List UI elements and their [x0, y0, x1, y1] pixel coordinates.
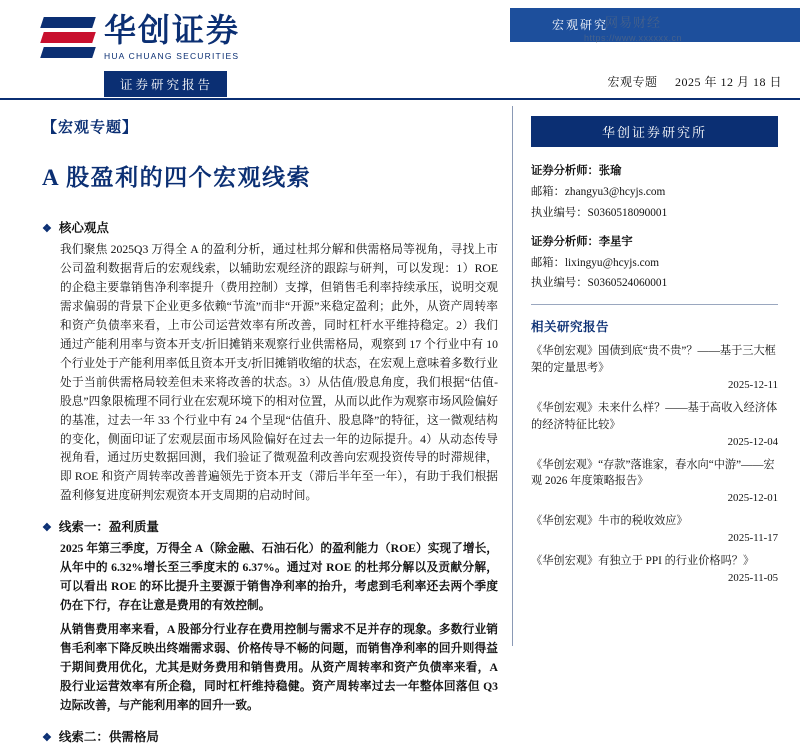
header-right	[340, 0, 800, 98]
diamond-bullet-icon: ❖	[42, 223, 52, 235]
page-header	[0, 0, 800, 100]
analyst-license-label: 执业编号：	[531, 206, 588, 219]
analyst-license: S0360524060001	[587, 277, 668, 290]
core-view-heading	[42, 218, 498, 236]
brand-name-cn: 华创证券	[104, 12, 241, 48]
watermark-sub: https://www.xxxxxx.cn	[583, 32, 682, 43]
research-band	[510, 8, 800, 42]
related-report-text: 《华创宏观》有独立于 PPI 的行业价格吗？》	[531, 554, 755, 567]
clue2-label: 线索二：供需格局	[58, 729, 159, 744]
related-report-date: 2025-11-17	[728, 531, 778, 544]
institute-banner: 华创证券研究所	[531, 116, 778, 147]
huachuang-logo-icon	[42, 15, 94, 61]
diamond-bullet-icon: ❖	[42, 731, 52, 744]
related-report-text: 《华创宏观》“存款”落谁家，春水向“中游”——宏观 2026 年度策略报告》	[531, 458, 775, 488]
report-kicker: 【宏观专题】	[42, 120, 139, 136]
core-view-paragraph: 我们聚焦 2025Q3 万得全 A 的盈利分析，通过杜邦分解和供需格局等视角，寻找上市公司盈利数据背后的宏观线索，以辅助宏观经济的跟踪与研判，可以发现：1）ROE 的企稳主要靠销售净利率提升（费用控制）支撑，但销售毛利率持续承压，说明交观需求偏弱的背景下企业更多依赖“节流”而非“开源”来稳定盈利；此外，从资产周转率和资产负债率来看，上市公司运营效率有所改善，同时杠杆水平维持稳定。2）我们通过产能利用率与资本开支/折旧摊销来观察行业供需格局，观察到 17 个行业中有 10 个行业处于产能利用率低且资本开支/折旧摊销收缩的状态，在宏观上意味着多数行业处于当前供需格局较差但未来将改善的状态。3）从估值/股息角度，我们根据“估值-股息”四象限梳理不同行业在宏观环境下的相对位置，从而以此作为观察市场风险偏好的基准，过去一年 33 个行业中有 24 个呈现“估值升、股息降”的特征，这一微观结构的变化，侧面印证了宏观层面市场风险偏好在过去一年的边际提升。4）从动态传导视角看，通过历史数据回测，我们验证了微观盈利改善向宏观投资传导的时滞规律，即 ROE 和资产周转率改善普遍领先于资本开支（滞后半年至一年），有助于我们根据盈利修复进度研判宏观资本开支周期的启动时间。	[60, 243, 498, 503]
analyst-block-2	[531, 232, 778, 295]
clue1-paragraph-1: 2025 年第三季度，万得全 A（除金融、石油石化）的盈利能力（ROE）实现了增长，从年中的 6.32%增长至三季度末的 6.37%。通过对 ROE 的杜邦分解以及贡献分解，可以看出 ROE 的环比提升主要源于销售净利率的抬升，考虑到毛利率还去两个季度仍在下行，存在让意是费用的有效控制。	[60, 542, 498, 613]
page-title: A 股盈利的四个宏观线索	[42, 165, 312, 190]
report-type-tag: 证券研究报告	[104, 71, 227, 97]
header-category: 宏观专题	[607, 75, 658, 89]
header-date: 2025 年 12 月 18 日	[674, 75, 782, 89]
header-date-line	[607, 73, 782, 90]
analyst-block-1	[531, 161, 778, 224]
related-report-text: 《华创宏观》国债到底“贵不贵”？——基于三大框架的定量思考》	[531, 345, 776, 375]
related-report-date: 2025-12-01	[727, 492, 778, 505]
diamond-bullet-icon: ❖	[42, 522, 52, 535]
analyst-email[interactable]: zhangyu3@hcyjs.com	[564, 185, 666, 198]
related-reports-title: 相关研究报告	[531, 320, 610, 335]
brand-name-en: HUA CHUANG SECURITIES	[104, 51, 240, 61]
related-report-item[interactable]	[531, 513, 778, 544]
core-view-label: 核心观点	[58, 221, 109, 235]
related-report-item[interactable]	[531, 457, 778, 505]
watermark-main: 网易财经	[604, 15, 661, 30]
related-report-date: 2025-12-11	[728, 378, 778, 391]
left-column	[0, 100, 512, 744]
analyst-email-label: 邮箱：	[531, 256, 565, 269]
clue2-heading	[42, 727, 498, 745]
analyst-name: 张瑜	[598, 165, 622, 177]
related-report-text: 《华创宏观》未来什么样？——基于高收入经济体的经济特征比较》	[531, 401, 778, 431]
related-report-date: 2025-11-05	[728, 571, 778, 584]
clue1-label: 线索一：盈利质量	[58, 520, 159, 535]
related-report-date: 2025-12-04	[727, 435, 778, 448]
analyst-license-label: 执业编号：	[531, 277, 588, 290]
research-band-label: 宏观研究	[552, 18, 609, 32]
analyst-email[interactable]: lixingyu@hcyjs.com	[564, 256, 660, 269]
analyst-role-label: 证券分析师：	[531, 165, 599, 177]
clue1-heading	[42, 517, 498, 535]
section-divider	[531, 304, 778, 305]
analyst-email-label: 邮箱：	[531, 185, 565, 198]
related-report-item[interactable]	[531, 343, 778, 391]
brand-block	[0, 0, 340, 97]
analyst-name: 李星宇	[598, 235, 633, 248]
clue1-paragraph-2: 从销售费用率来看，A 股部分行业存在费用控制与需求不足并存的现象。多数行业销售毛利率下降反映出终端需求弱、价格传导不畅的问题，而销售净利率的回升则得益于期间费用优化，尤其是财务费用和销售费用。从资产周转率和资产负债率来看，A 股行业运营效率有所企稳，同时杠杆维持稳健。资产周转率过去一年整体回落但 Q3 边际改善，与产能利用率的回升一致。	[60, 623, 498, 712]
related-report-item[interactable]	[531, 553, 778, 584]
right-column	[513, 100, 800, 672]
related-report-item[interactable]	[531, 400, 778, 448]
page-body	[0, 100, 800, 744]
logo-row	[42, 14, 340, 61]
analyst-role-label: 证券分析师：	[531, 235, 599, 248]
related-report-text: 《华创宏观》牛市的税收效应》	[531, 515, 688, 528]
analyst-license: S0360518090001	[587, 206, 668, 219]
